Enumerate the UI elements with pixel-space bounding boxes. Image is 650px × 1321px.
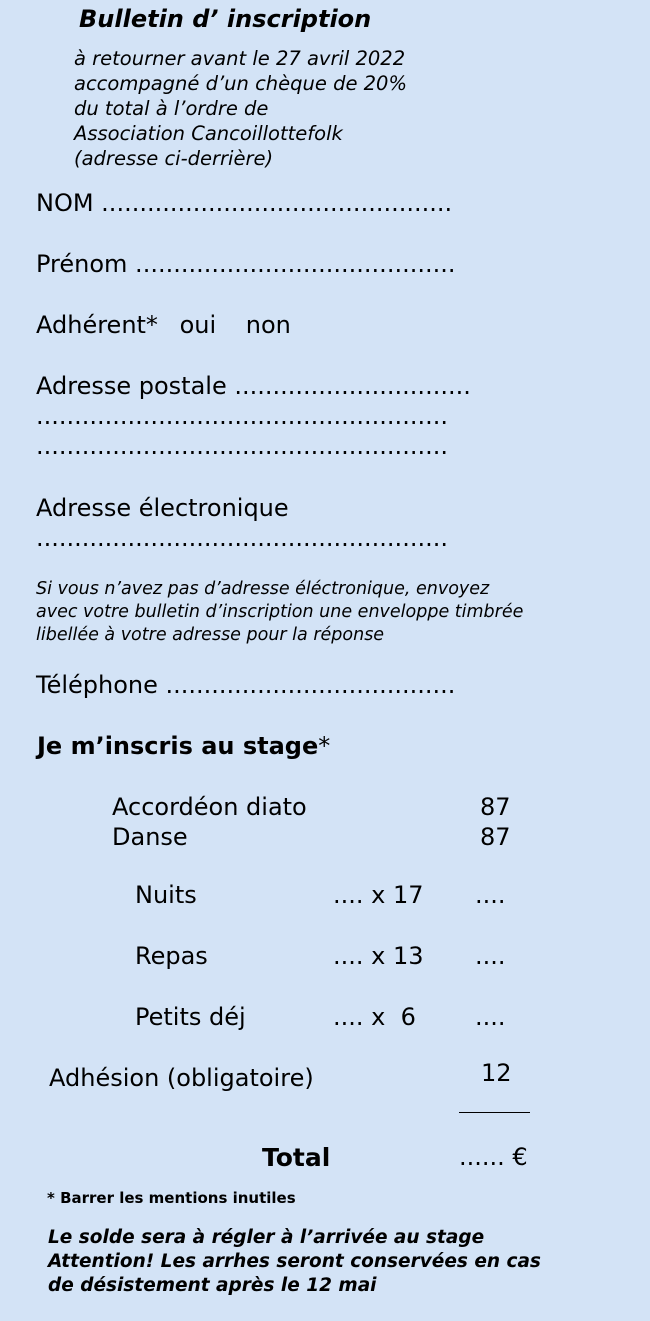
course-name: Accordéon diato <box>112 793 307 821</box>
intro-line: accompagné d’un chèque de 20% <box>74 72 407 95</box>
sum-divider <box>459 1112 530 1113</box>
email-note-line: avec votre bulletin d’inscription une enveloppe timbrée <box>36 602 524 622</box>
email-line: ...................................................... <box>36 524 448 552</box>
stage-title <box>37 732 330 760</box>
field-telephone: Téléphone ...................................... <box>36 671 456 699</box>
final-notice-line: Attention! Les arrhes seront conservées en cas <box>48 1251 541 1272</box>
total-label: Total <box>262 1143 331 1172</box>
extra-qty: .... x 17 <box>333 881 424 909</box>
intro-line: à retourner avant le 27 avril 2022 <box>74 47 406 70</box>
extra-name: Repas <box>135 942 208 970</box>
final-notice <box>48 1226 541 1298</box>
extra-qty: .... x 6 <box>333 1003 416 1031</box>
extra-qty: .... x 13 <box>333 942 424 970</box>
email-note-line: libellée à votre adresse pour la réponse <box>36 625 385 645</box>
email-note <box>36 578 523 647</box>
extra-total: .... <box>475 942 506 970</box>
final-notice-line: de désistement après le 12 mai <box>48 1275 377 1296</box>
stage-title-star: * <box>318 732 331 760</box>
field-adresse-postale: Adresse postale ............................... <box>36 372 471 400</box>
footnote: * Barrer les mentions inutiles <box>47 1189 296 1207</box>
address-line: ...................................................... <box>36 402 448 430</box>
email-note-line: Si vous n’avez pas d’adresse éléctronique, envoyez <box>36 579 490 599</box>
course-price: 87 <box>480 823 511 851</box>
field-adresse-electronique: Adresse électronique <box>36 494 289 522</box>
intro-text <box>74 46 634 171</box>
field-nom: NOM .............................................. <box>36 189 453 217</box>
field-adherent <box>36 311 291 339</box>
address-line: ...................................................... <box>36 432 448 460</box>
adhesion-price: 12 <box>481 1059 512 1087</box>
intro-line: (adresse ci-derrière) <box>74 147 274 170</box>
total-value: ...... € <box>459 1143 528 1171</box>
form-title: Bulletin d’ inscription <box>79 5 372 33</box>
adherent-non-option: non <box>245 311 291 339</box>
adherent-oui-option: oui <box>179 311 217 339</box>
adherent-label: Adhérent* <box>36 311 158 339</box>
extra-total: .... <box>475 881 506 909</box>
course-name: Danse <box>112 823 188 851</box>
adhesion-label: Adhésion (obligatoire) <box>49 1064 314 1092</box>
extra-name: Petits déj <box>135 1003 246 1031</box>
intro-line: du total à l’ordre de <box>74 97 269 120</box>
intro-line: Association Cancoillottefolk <box>74 122 343 145</box>
course-price: 87 <box>480 793 511 821</box>
extra-total: .... <box>475 1003 506 1031</box>
final-notice-line: Le solde sera à régler à l’arrivée au stage <box>48 1227 485 1248</box>
field-prenom: Prénom .......................................... <box>36 250 456 278</box>
extra-name: Nuits <box>135 881 197 909</box>
stage-title-text: Je m’inscris au stage <box>37 732 319 760</box>
